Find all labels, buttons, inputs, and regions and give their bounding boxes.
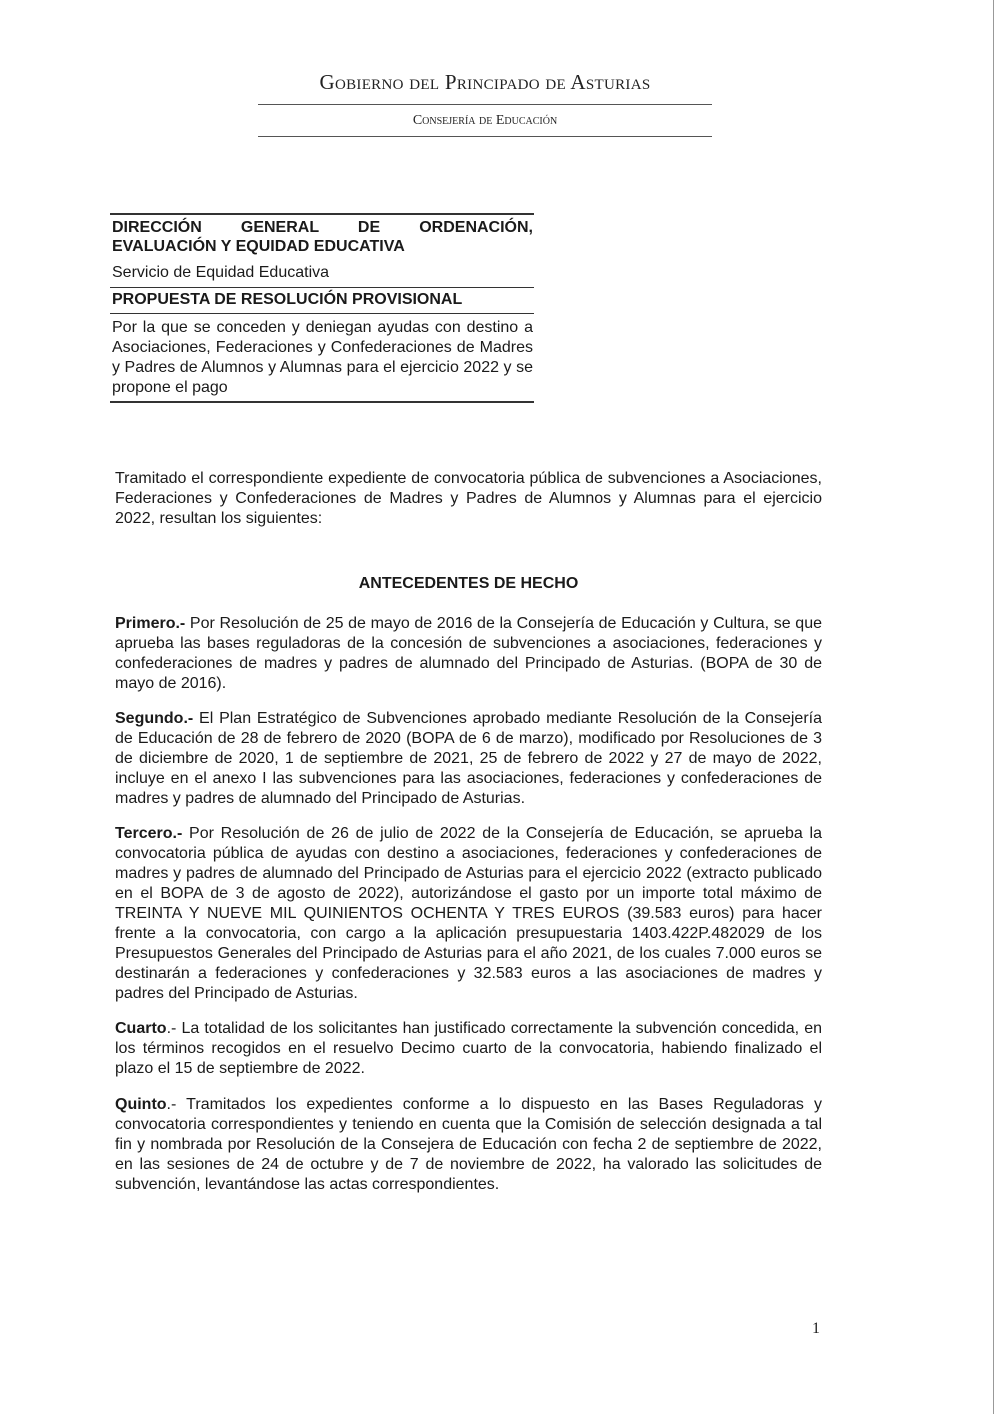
- header-title: Gobierno del Principado de Asturias: [319, 70, 651, 94]
- directorate: [112, 218, 533, 256]
- service-name: Servicio de Equidad Educativa: [112, 264, 330, 281]
- paragraph-lead: Primero.-: [115, 615, 186, 632]
- paragraph-text: El Plan Estratégico de Subvenciones aprobado mediante Resolución de la Consejería de Educación de 28 de febrero de 2020 (BOPA de 6 de marzo), modificado por Resoluciones de 3 de diciembre de 2020, 1 de septiembre de 2021, 25 de febrero de 2022 y 27 de mayo de 2022, incluye en el anexo I las subvenciones para las asociaciones, federaciones y confederaciones de madres y padres de alumnado del Principado de Asturias.: [115, 710, 822, 807]
- paragraph-text: .- La totalidad de los solicitantes han justificado correctamente la subvención concedida, en los términos recogidos en el resuelvo Decimo cuarto de la convocatoria, habiendo finalizado el plazo el 15 de septiembre de 2022.: [115, 1020, 822, 1077]
- section-heading: ANTECEDENTES DE HECHO: [358, 575, 579, 592]
- header-divider: [258, 136, 712, 137]
- paragraph-tercero: [115, 824, 822, 1004]
- paragraph-quinto: [115, 1095, 822, 1195]
- document-type: PROPUESTA DE RESOLUCIÓN PROVISIONAL: [112, 291, 463, 308]
- paragraph-lead: Quinto: [115, 1096, 167, 1113]
- header-divider: [258, 104, 712, 105]
- box-divider: [110, 401, 534, 403]
- box-divider: [110, 313, 534, 314]
- paragraph-lead: Tercero.-: [115, 825, 183, 842]
- intro-paragraph: Tramitado el correspondiente expediente de convocatoria pública de subvenciones a Asociaciones, Federaciones y Confederaciones de Madres y Padres de Alumnos y Alumnas para el ejercicio 2022, resultan los siguientes:: [115, 470, 822, 527]
- scan-edge: [993, 0, 994, 1414]
- directorate-line: DIRECCIÓN GENERAL DE ORDENACIÓN,: [112, 219, 533, 236]
- paragraph-primero: [115, 614, 822, 694]
- page-number: 1: [812, 1320, 820, 1337]
- header-subtitle: Consejería de Educación: [412, 113, 558, 128]
- paragraph-lead: Cuarto: [115, 1020, 167, 1037]
- document-subject: Por la que se conceden y deniegan ayudas con destino a Asociaciones, Federaciones y Confederaciones de Madres y Padres de Alumnos y Alumnas para el ejercicio 2022 y se propone el pago: [112, 319, 533, 396]
- paragraph-text: Por Resolución de 25 de mayo de 2016 de la Consejería de Educación y Cultura, se que aprueba las bases reguladoras de la concesión de subvenciones a asociaciones, federaciones y confederaciones de madres y padres de alumnado del Principado de Asturias. (BOPA de 30 de mayo de 2016).: [115, 615, 822, 692]
- paragraph-lead: Segundo.-: [115, 710, 194, 727]
- box-divider: [110, 287, 534, 288]
- paragraph-cuarto: [115, 1019, 822, 1079]
- paragraph-text: Por Resolución de 26 de julio de 2022 de la Consejería de Educación, se aprueba la convocatoria pública de ayudas con destino a asociaciones, federaciones y confederaciones de madres y padres de alumnado del Principado de Asturias para el ejercicio 2022 (extracto publicado en el BOPA de 3 de agosto de 2022), autorizándose el gasto por un importe total máximo de TREINTA Y NUEVE MIL QUINIENTOS OCHENTA Y TRES EUROS (39.583 euros) para hacer frente a la convocatoria, con cargo a la aplicación presupuestaria 1403.422P.482029 de los Presupuestos Generales del Principado de Asturias para el año 2021, de los cuales 7.000 euros se destinarán a federaciones y confederaciones y 32.583 euros a las asociaciones de madres y padres del Principado de Asturias.: [115, 825, 822, 1002]
- paragraph-segundo: [115, 709, 822, 809]
- box-divider: [110, 213, 534, 215]
- directorate-line: EVALUACIÓN Y EQUIDAD EDUCATIVA: [112, 238, 405, 255]
- paragraph-text: .- Tramitados los expedientes conforme a lo dispuesto en las Bases Reguladoras y convocatoria correspondientes y teniendo en cuenta que la Comisión de selección designada a tal fin y nombrada por Resolución de la Consejera de Educación con fecha 2 de septiembre de 2022, en las sesiones de 24 de octubre y de 7 de noviembre de 2022, ha valorado las solicitudes de subvención, levantándose las actas correspondientes.: [115, 1096, 822, 1193]
